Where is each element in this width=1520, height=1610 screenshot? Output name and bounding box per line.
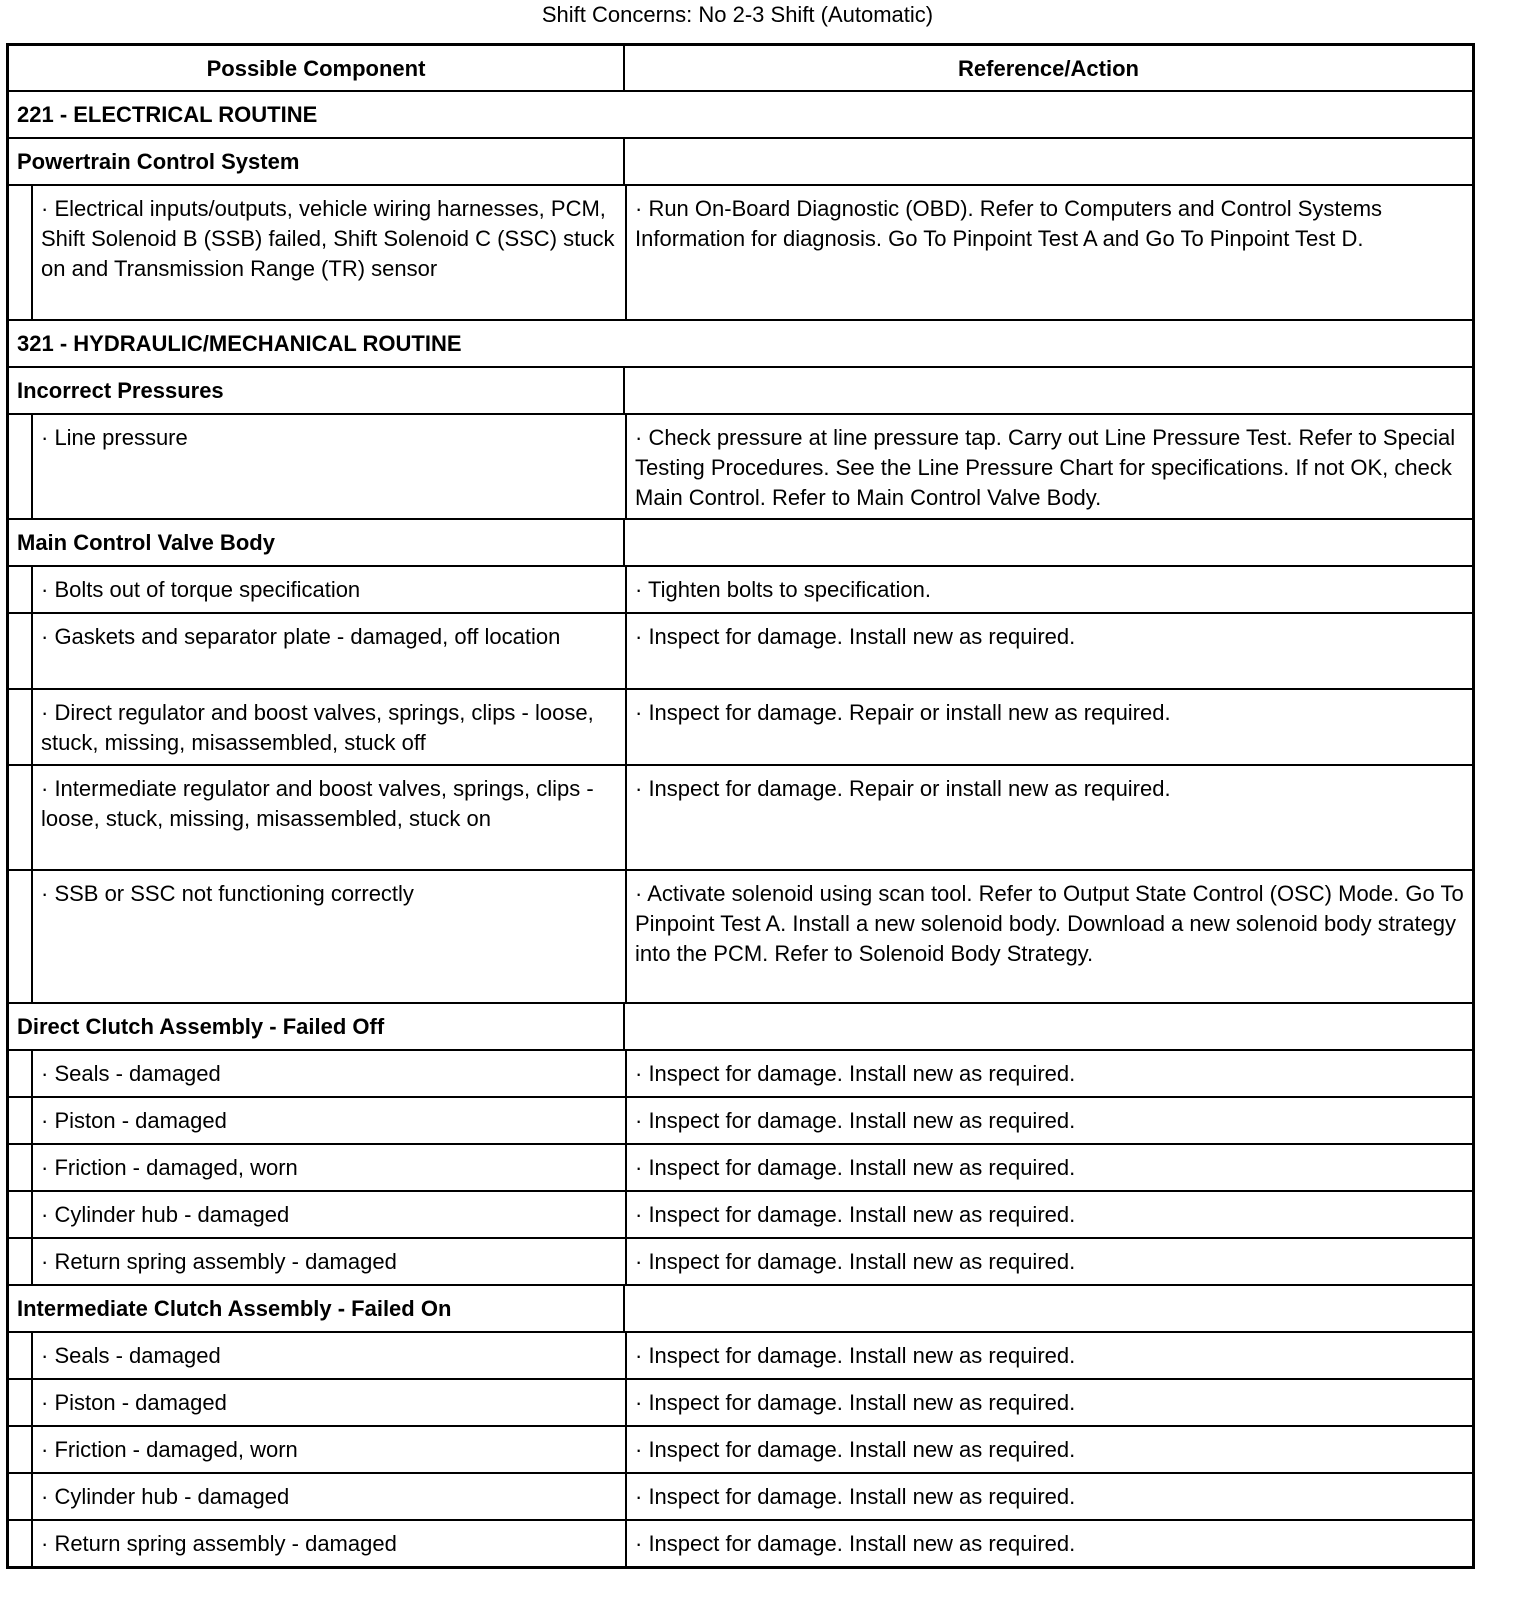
group-row (9, 518, 1472, 565)
action-cell: · Inspect for damage. Install new as required. (635, 1202, 1076, 1227)
action-cell: · Inspect for damage. Install new as required. (635, 1155, 1076, 1180)
action-cell: · Inspect for damage. Install new as required. (635, 1108, 1076, 1133)
action-cell: · Inspect for damage. Install new as required. (635, 1061, 1076, 1086)
table-row (9, 1378, 1472, 1425)
action-cell: · Inspect for damage. Install new as required. (635, 1390, 1076, 1415)
indent-cell (9, 1239, 33, 1284)
component-cell: · Return spring assembly - damaged (33, 1239, 627, 1284)
table-row (9, 1237, 1472, 1284)
action-cell: · Inspect for damage. Install new as required. (635, 1437, 1076, 1462)
section-row (9, 90, 1472, 137)
component-cell: · Gaskets and separator plate - damaged, off location (33, 614, 627, 688)
indent-cell (9, 567, 33, 612)
group-row (9, 366, 1472, 413)
indent-cell (9, 871, 33, 1002)
group-title: Main Control Valve Body (9, 520, 625, 565)
indent-cell (9, 1427, 33, 1472)
group-row (9, 137, 1472, 184)
component-cell: · Piston - damaged (33, 1380, 627, 1425)
group-row (9, 1002, 1472, 1049)
group-empty-cell (625, 368, 1472, 413)
component-cell: · Return spring assembly - damaged (33, 1521, 627, 1566)
group-empty-cell (625, 139, 1472, 184)
indent-cell (9, 186, 33, 319)
page-title: Shift Concerns: No 2-3 Shift (Automatic) (541, 2, 934, 27)
component-cell: · Cylinder hub - damaged (33, 1474, 627, 1519)
action-cell: · Inspect for damage. Install new as required. (635, 1484, 1076, 1509)
table-row (9, 764, 1472, 869)
group-title: Powertrain Control System (9, 139, 625, 184)
section-row (9, 319, 1472, 366)
group-title: Intermediate Clutch Assembly - Failed On (9, 1286, 625, 1331)
header-reference-action: Reference/Action (958, 56, 1139, 81)
indent-cell (9, 1521, 33, 1566)
table-row (9, 612, 1472, 688)
indent-cell (9, 1333, 33, 1378)
component-cell: · Friction - damaged, worn (33, 1427, 627, 1472)
action-cell: · Inspect for damage. Install new as required. (635, 1343, 1076, 1368)
table-row (9, 1425, 1472, 1472)
component-cell: · Seals - damaged (33, 1051, 627, 1096)
table-body (9, 90, 1472, 1566)
component-cell: · Bolts out of torque specification (33, 567, 627, 612)
indent-cell (9, 1380, 33, 1425)
table-row (9, 1190, 1472, 1237)
component-cell: · Piston - damaged (33, 1098, 627, 1143)
table-row (9, 184, 1472, 319)
action-cell: · Run On-Board Diagnostic (OBD). Refer to Computers and Control Systems Information for diagnosis. Go To Pinpoint Test A and Go To Pinpoint Test D. (635, 196, 1383, 251)
table-row (9, 1049, 1472, 1096)
shift-concerns-table (6, 43, 1475, 1569)
header-possible-component: Possible Component (9, 46, 625, 90)
group-empty-cell (625, 520, 1472, 565)
component-cell: · Line pressure (33, 415, 627, 518)
indent-cell (9, 1474, 33, 1519)
group-empty-cell (625, 1004, 1472, 1049)
table-row (9, 869, 1472, 1002)
indent-cell (9, 766, 33, 869)
component-cell: · Electrical inputs/outputs, vehicle wiring harnesses, PCM, Shift Solenoid B (SSB) failed, Shift Solenoid C (SSC) stuck on and Transmission Range (TR) sensor (33, 186, 627, 319)
indent-cell (9, 690, 33, 764)
indent-cell (9, 415, 33, 518)
table-row (9, 1143, 1472, 1190)
action-cell: · Tighten bolts to specification. (635, 577, 931, 602)
indent-cell (9, 1192, 33, 1237)
action-cell: · Inspect for damage. Repair or install new as required. (635, 700, 1171, 725)
table-row (9, 1331, 1472, 1378)
component-cell: · Friction - damaged, worn (33, 1145, 627, 1190)
table-row (9, 688, 1472, 764)
group-title: Direct Clutch Assembly - Failed Off (9, 1004, 625, 1049)
indent-cell (9, 1098, 33, 1143)
component-cell: · SSB or SSC not functioning correctly (33, 871, 627, 1002)
component-cell: · Cylinder hub - damaged (33, 1192, 627, 1237)
component-cell: · Intermediate regulator and boost valves, springs, clips - loose, stuck, missing, misassembled, stuck on (33, 766, 627, 869)
table-row (9, 1472, 1472, 1519)
action-cell: · Check pressure at line pressure tap. Carry out Line Pressure Test. Refer to Special Testing Procedures. See the Line Pressure Chart for specifications. If not OK, check Main Control. Refer to Main Control Valve Body. (635, 425, 1456, 510)
table-row (9, 413, 1472, 518)
indent-cell (9, 1145, 33, 1190)
action-cell: · Inspect for damage. Repair or install new as required. (635, 776, 1171, 801)
component-cell: · Direct regulator and boost valves, springs, clips - loose, stuck, missing, misassembled, stuck off (33, 690, 627, 764)
group-empty-cell (625, 1286, 1472, 1331)
table-row (9, 1519, 1472, 1566)
group-row (9, 1284, 1472, 1331)
table-header-row (9, 46, 1472, 90)
indent-cell (9, 614, 33, 688)
action-cell: · Inspect for damage. Install new as required. (635, 1531, 1076, 1556)
table-row (9, 565, 1472, 612)
action-cell: · Activate solenoid using scan tool. Refer to Output State Control (OSC) Mode. Go To Pinpoint Test A. Install a new solenoid body. Download a new solenoid body strategy into the PCM. Refer to Solenoid Body Strategy. (635, 881, 1464, 966)
section-title: 221 - ELECTRICAL ROUTINE (17, 102, 318, 127)
action-cell: · Inspect for damage. Install new as required. (635, 1249, 1076, 1274)
section-title: 321 - HYDRAULIC/MECHANICAL ROUTINE (17, 331, 462, 356)
table-row (9, 1096, 1472, 1143)
group-title: Incorrect Pressures (9, 368, 625, 413)
component-cell: · Seals - damaged (33, 1333, 627, 1378)
action-cell: · Inspect for damage. Install new as required. (635, 624, 1076, 649)
indent-cell (9, 1051, 33, 1096)
